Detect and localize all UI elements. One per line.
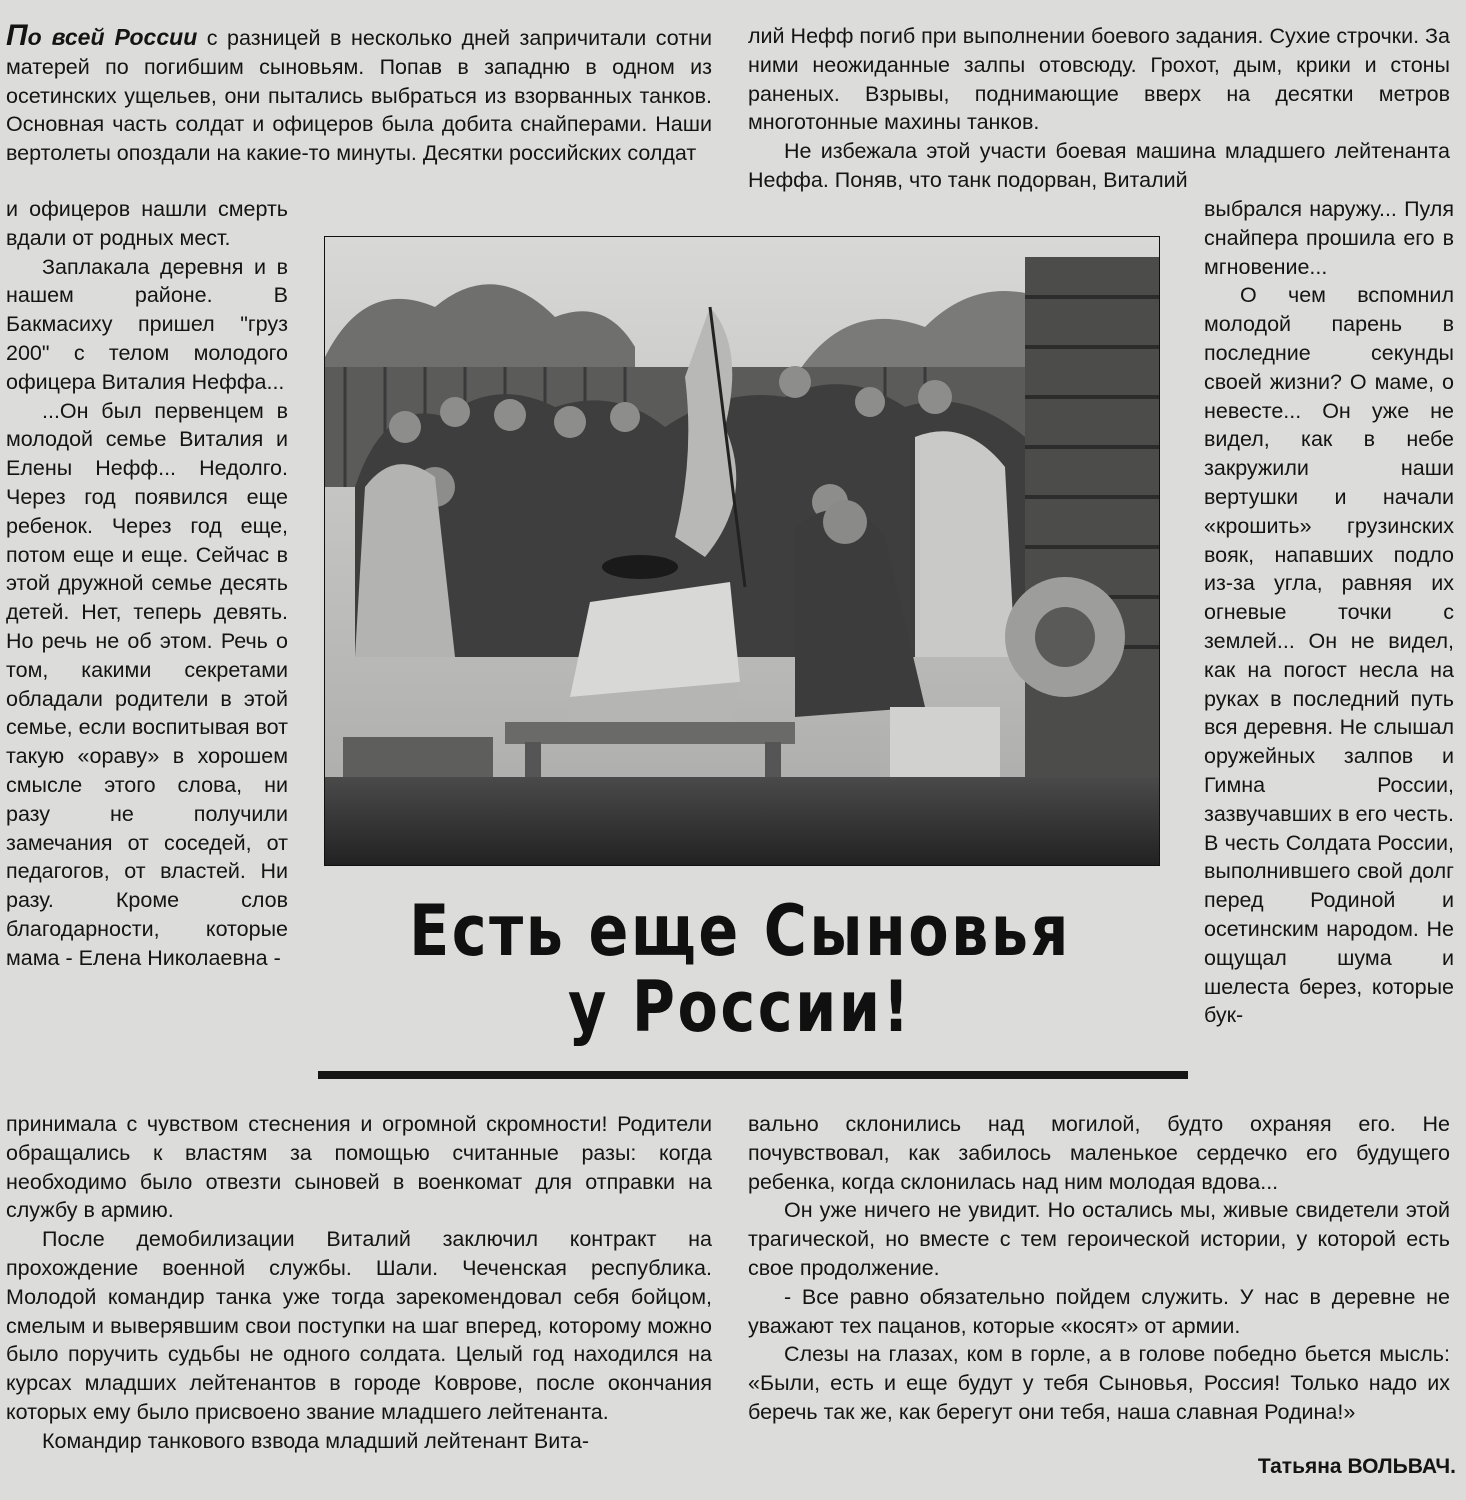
article-bottom-left	[6, 1110, 712, 1456]
paragraph-left-continued: и офицеров нашли смерть вдали от родных мест.	[6, 197, 288, 250]
article-lead	[6, 19, 712, 168]
paragraph-birches: вально склонились над могилой, будто охраняя его. Не почувствовал, как забилось маленькое сердечко его будущего ребенка, когда склонилась над ним молодая вдова...	[748, 1112, 1450, 1194]
article-right-column	[1204, 195, 1454, 1030]
paragraph-last-seconds: О чем вспомнил молодой парень в последние секунды своей жизни? О маме, о невесте... Он уже не видел, как в небе закружили наши вертушки и начали «крошить» грузинских вояк, напавших подло из-за угла, равняя их огневые точки с землей... Он не видел, как на погост несла на руках в последний путь вся деревня. Не слышал оружейных залпов и Гимна России, зазвучавших в его честь. В честь Солдата России, выполнившего свой долг перед Родиной и осетинским народом. Не ощущал шума и шелеста берез, которые бук-	[1204, 283, 1454, 1028]
funeral-photo	[324, 236, 1160, 866]
paragraph-commander: Командир танкового взвода младший лейтенант Вита-	[42, 1428, 589, 1453]
headline-rule	[318, 1071, 1188, 1079]
paragraph-top-right-continued: лий Нефф погиб при выполнении боевого задания. Сухие строчки. За ними неожиданные залпы отовсюду. Грохот, дым, крики и стоны раненых. Взрывы, поднимающие вверх на десятки метров многотонные махины танков.	[748, 24, 1450, 135]
paragraph-witnesses: Он уже ничего не увидит. Но остались мы, живые свидетели этой трагической, но вместе с тем героической истории, у которой есть свое продолжение.	[748, 1198, 1450, 1280]
lead-bold-phrase: о всей России	[27, 24, 198, 50]
headline	[370, 890, 1109, 1048]
paragraph-right-continued: выбрался наружу... Пуля снайпера прошила его в мгновение...	[1204, 197, 1454, 279]
headline-line-2: у России!	[568, 966, 912, 1048]
paragraph-tank-hit: Не избежала этой участи боевая машина младшего лейтенанта Неффа. Поняв, что танк подорван, Виталий	[748, 139, 1450, 192]
lead-text: с разницей в несколько дней запричитали сотни матерей по погибшим сыновьям. Попав в западню в одном из осетинских ущельев, они пытались выбраться из взорванных танков. Основная часть солдат и офицеров была добита снайперами. Наши вертолеты опоздали на какие-то минуты. Десятки российских солдат	[6, 26, 712, 166]
article-top-right	[748, 22, 1450, 195]
drop-cap: П	[6, 19, 28, 52]
article-left-column	[6, 195, 288, 973]
paragraph-modesty: принимала с чувством стеснения и огромной скромности! Родители обращались к властям за помощью считанные разы: когда необходимо было отвезти сыновей в военкомат для отправки на службу в армию.	[6, 1112, 712, 1223]
paragraph-family: ...Он был первенцем в молодой семье Виталия и Елены Нефф... Недолго. Через год появился еще ребенок. Через год еще, потом еще и еще. Сейчас в этой дружной семье десять детей. Нет, теперь девять. Но речь не об этом. Речь о том, какими секретами обладали родители в этой семье, если воспитывая вот такую «ораву» в хорошем смысле этого слова, ни разу не получили замечания от соседей, от педагогов, от властей. Ни разу. Кроме слов благодарности, которые мама - Елена Николаевна -	[6, 398, 288, 970]
paragraph-tears: Слезы на глазах, ком в горле, а в голове победно бьется мысль: «Были, есть и еще будут у тебя Сыновья, Россия! Только надо их беречь так же, как берегут они тебя, наша славная Родина!»	[748, 1342, 1450, 1424]
author-signature: Татьяна ВОЛЬВАЧ.	[1257, 1455, 1456, 1478]
paragraph-quote: - Все равно обязательно пойдем служить. У нас в деревне не уважают тех пацанов, которые «косят» от армии.	[748, 1284, 1450, 1338]
paragraph-service: После демобилизации Виталий заключил контракт на прохождение военной службы. Шали. Чеченская республика. Молодой командир танка уже тогда зарекомендовал себя бойцом, смелым и выверявшим свои поступки на шаг вперед, которому можно было поручить судьбы не одного солдата. Целый год находился на курсах младших лейтенантов в городе Коврове, после окончания которых ему было присвоено звание младшего лейтенанта.	[6, 1227, 712, 1424]
headline-line-1: Есть еще Сыновья	[409, 890, 1071, 972]
paragraph-village: Заплакала деревня и в нашем районе. В Бакмасиху пришел "груз 200" с телом молодого офицера Виталия Неффа...	[6, 254, 288, 394]
article-bottom-right	[748, 1110, 1450, 1427]
